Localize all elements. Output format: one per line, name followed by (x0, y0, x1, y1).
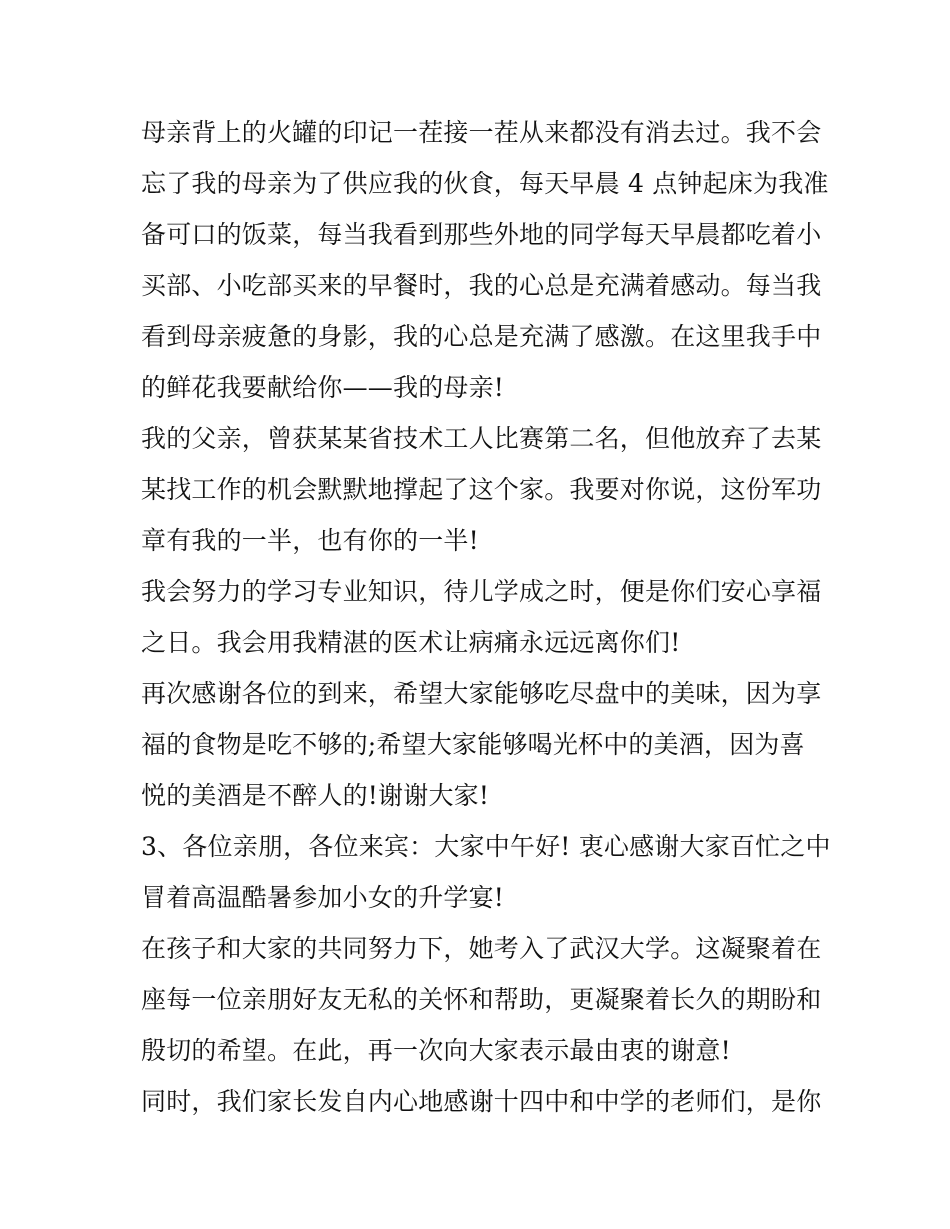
text-line: 冒着高温酷暑参加小女的升学宴! (141, 883, 505, 912)
text-line: 买部、小吃部买来的早餐时，我的心总是充满着感动。每当我 (141, 271, 822, 300)
text-line: 我会努力的学习专业知识，待儿学成之时，便是你们安心享福 (141, 577, 822, 606)
text-line: 在孩子和大家的共同努力下，她考入了武汉大学。这凝聚着在 (141, 934, 822, 963)
text-line: 某找工作的机会默默地撑起了这个家。我要对你说，这份军功 (141, 475, 822, 504)
text-line: 我的父亲，曾获某某省技术工人比赛第二名，但他放弃了去某 (141, 424, 822, 453)
text-line: 章有我的一半，也有你的一半! (141, 526, 479, 555)
document-body (141, 107, 831, 1127)
text-line: 看到母亲疲惫的身影，我的心总是充满了感激。在这里我手中 (141, 322, 822, 351)
text-line: 座每一位亲朋好友无私的关怀和帮助，更凝聚着长久的期盼和 (141, 985, 822, 1014)
text-line: 同时，我们家长发自内心地感谢十四中和中学的老师们，是你 (141, 1087, 822, 1116)
text-line: 福的食物是吃不够的;希望大家能够喝光杯中的美酒，因为喜 (141, 730, 805, 759)
text-line: 之日。我会用我精湛的医术让病痛永远远离你们! (141, 628, 681, 657)
text-line: 3、各位亲朋，各位来宾：大家中午好! 衷心感谢大家百忙之中 (141, 832, 831, 861)
text-line: 再次感谢各位的到来，希望大家能够吃尽盘中的美味，因为享 (141, 679, 822, 708)
text-line: 殷切的希望。在此，再一次向大家表示最由衷的谢意! (141, 1036, 731, 1065)
text-line: 悦的美酒是不醉人的!谢谢大家! (141, 781, 490, 810)
text-line: 忘了我的母亲为了供应我的伙食，每天早晨 4 点钟起床为我准 (141, 169, 829, 198)
text-line: 母亲背上的火罐的印记一茬接一茬从来都没有消去过。我不会 (141, 118, 822, 147)
text-line: 备可口的饭菜，每当我看到那些外地的同学每天早晨都吃着小 (141, 220, 822, 249)
text-line: 的鲜花我要献给你——我的母亲! (141, 373, 505, 402)
